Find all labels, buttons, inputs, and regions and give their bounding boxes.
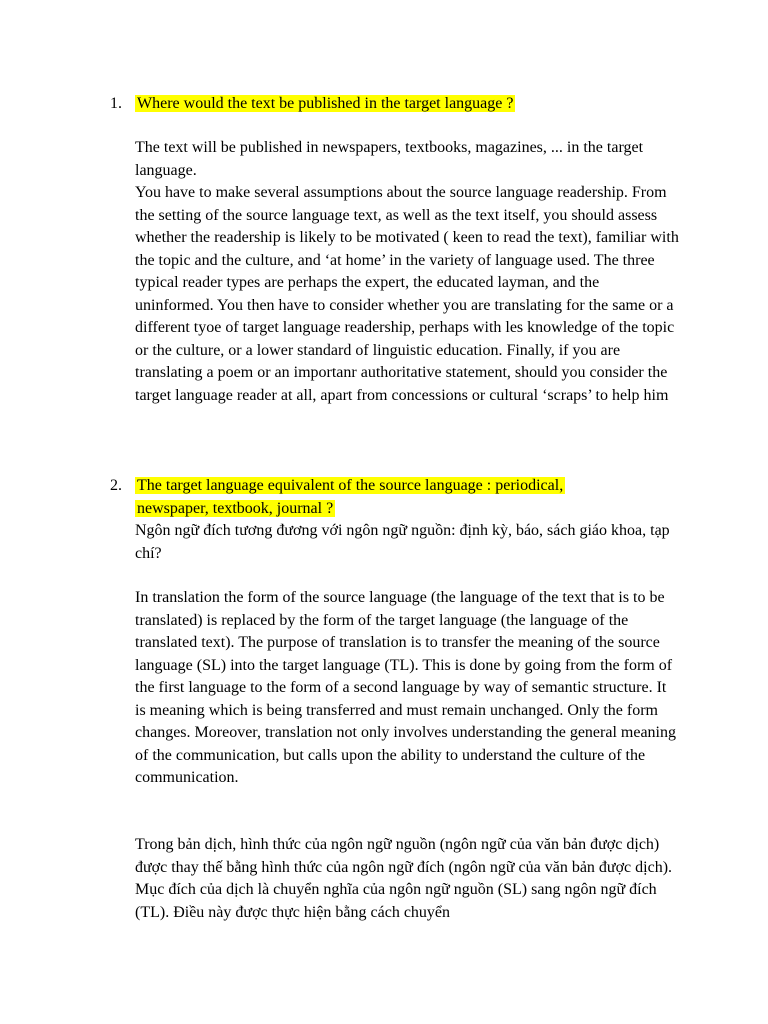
question-1-answer: The text will be published in newspapers, textbooks, magazines, ... in the target language.	[135, 139, 644, 179]
question-2-text: The target language equivalent of the source language : periodical, newspaper, textbook, journal ?	[137, 477, 564, 517]
question-2-english-paragraph: In translation the form of the source language (the language of the text that is to be translated) is replaced by the form of the target language (the language of the translated text). The purpose of translation is to transfer the meaning of the source language (SL) into the target language (TL). This is done by going from the form of the first language to the form of a second language by way of semantic structure. It is meaning which is being transferred and must remain unchanged. Only the form changes. Moreover, translation not only involves understanding the general meaning of the communication, but calls upon the ability to understand the culture of the communication.	[135, 589, 676, 786]
question-1-explanation: You have to make several assumptions about the source language readership. From the setting of the source language text, as well as the text itself, you should assess whether the readership is likely to be motivated ( keen to read the text), familiar with the topic and the culture, and ‘at home’ in the variety of language used. The three typical reader types are perhaps the expert, the educated layman, and the uninformed. You then have to consider whether you are translating for the same or a different tyoe of target language readership, perhaps with les knowledge of the topic or the culture, or a lower standard of linguistic education. Finally, if you are translating a poem or an importanr authoritative statement, should you consider the target language reader at all, apart from concessions or cultural ‘scraps’ to help him	[135, 184, 679, 404]
question-2	[110, 475, 630, 520]
question-2-vietnamese-translation: Ngôn ngữ đích tương đương với ngôn ngữ nguồn: định kỳ, báo, sách giáo khoa, tạp chí?	[135, 522, 670, 562]
question-2-vietnamese-paragraph: Trong bản dịch, hình thức của ngôn ngữ nguồn (ngôn ngữ của văn bản được dịch) được thay thế bằng hình thức của ngôn ngữ đích (ngôn ngữ của văn bản được dịch). Mục đích của dịch là chuyển nghĩa của ngôn ngữ nguồn (SL) sang ngôn ngữ đích (TL). Điều này được thực hiện bằng cách chuyển	[135, 836, 673, 921]
question-1-text: Where would the text be published in the target language ?	[137, 95, 514, 112]
question-1	[110, 93, 630, 116]
question-1-number: 1.	[110, 95, 122, 112]
question-2-number: 2.	[110, 477, 122, 494]
